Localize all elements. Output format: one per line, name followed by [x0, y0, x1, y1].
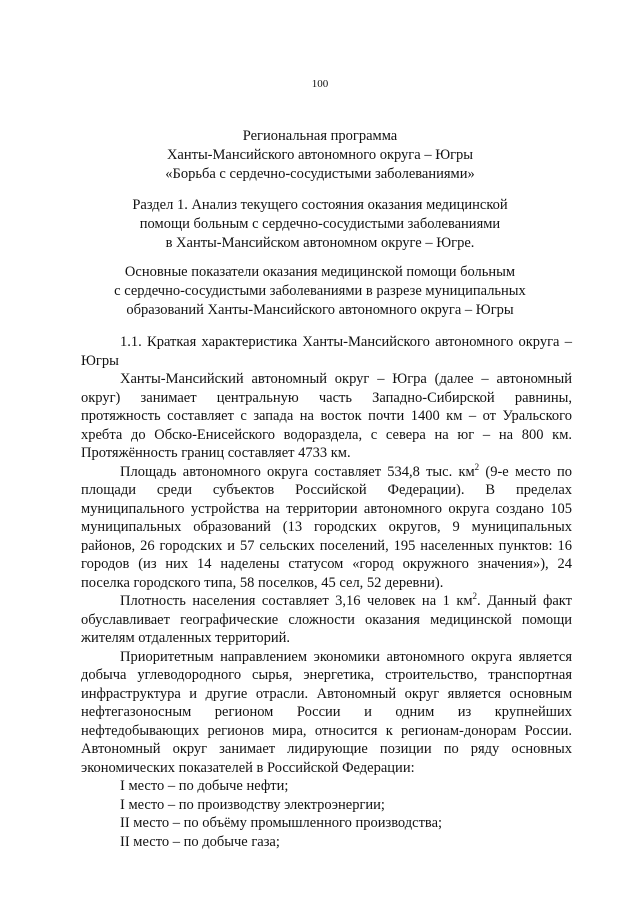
section-heading-line: Раздел 1. Анализ текущего состояния оказания медицинской — [132, 197, 508, 213]
program-title-line: «Борьба с сердечно-сосудистыми заболеваниями» — [165, 166, 475, 182]
density-superscript: 2 — [472, 591, 478, 602]
ranking-item: II место – по объёму промышленного производства; — [120, 815, 443, 831]
indicators-heading — [60, 263, 580, 320]
section-heading-line: помощи больным с сердечно-сосудистыми заболеваниями — [139, 216, 501, 232]
indicators-heading-line: с сердечно-сосудистыми заболеваниями в разрезе муниципальных — [114, 283, 526, 299]
density-paragraph — [81, 592, 572, 648]
program-title-line: Ханты-Мансийского автономного округа – Югры — [166, 147, 474, 163]
ranking-item: II место – по добыче газа; — [120, 833, 280, 850]
section-heading — [60, 196, 580, 253]
page-number: 100 — [311, 78, 329, 90]
density-text-continued: . Данный факт обуславливает географические сложности оказания медицинской помощи жителям отдаленных территорий. — [81, 593, 572, 646]
program-title — [60, 127, 580, 184]
indicators-heading-line: образований Ханты-Мансийского автономного округа – Югры — [126, 302, 514, 318]
program-title-line: Региональная программа — [242, 128, 398, 144]
density-text: Плотность населения составляет 3,16 человек на 1 км — [120, 593, 473, 609]
area-text-continued: (9-е место по площади среди субъектов Российской Федерации). В пределах муниципального устройства на территории автономного округа создано 105 муниципальных образований (13 городских округов, 9 муниципальных районов, 26 городских и 57 сельских поселений, 195 населенных пунктов: 16 городов (из них 14 наделены статусом «город окружного значения»), 24 поселка городского типа, 58 поселков, 45 сел, 52 деревни). — [81, 463, 572, 591]
indicators-heading-line: Основные показатели оказания медицинской помощи больным — [124, 264, 516, 280]
area-paragraph — [81, 463, 572, 593]
body-text — [81, 333, 572, 851]
section-heading-line: в Ханты-Мансийском автономном округе – Югре. — [165, 235, 475, 251]
economy-paragraph: Приоритетным направлением экономики автономного округа является добыча углеводородного сырья, энергетика, строительство, транспортная инфраструктура и другие отрасли. Автономный округ является основным нефтегазоносным регионом России и одним из крупнейших нефтедобывающих регионов мира, относится к регионам-донорам России. Автономный округ занимает лидирующие позиции по ряду основных экономических показателей в Российской Федерации: — [81, 648, 572, 776]
subsection-heading-paragraph: 1.1. Краткая характеристика Ханты-Мансийского автономного округа – Югры — [81, 334, 572, 369]
ranking-item: I место – по производству электроэнергии; — [120, 796, 385, 813]
ranking-item: I место – по добыче нефти; — [120, 778, 289, 794]
area-superscript: 2 — [474, 461, 480, 472]
area-text: Площадь автономного округа составляет 534,8 тыс. км — [120, 463, 475, 480]
overview-paragraph: Ханты-Мансийский автономный округ – Югра (далее – автономный округ) занимает центральную часть Западно-Сибирской равнины, протяжность составляет с запада на восток почти 1400 км – от Уральского хребта до Обско-Енисейского водораздела, с севера на юг – на 800 км. Протяжённость границ составляет 4733 км. — [81, 371, 572, 461]
